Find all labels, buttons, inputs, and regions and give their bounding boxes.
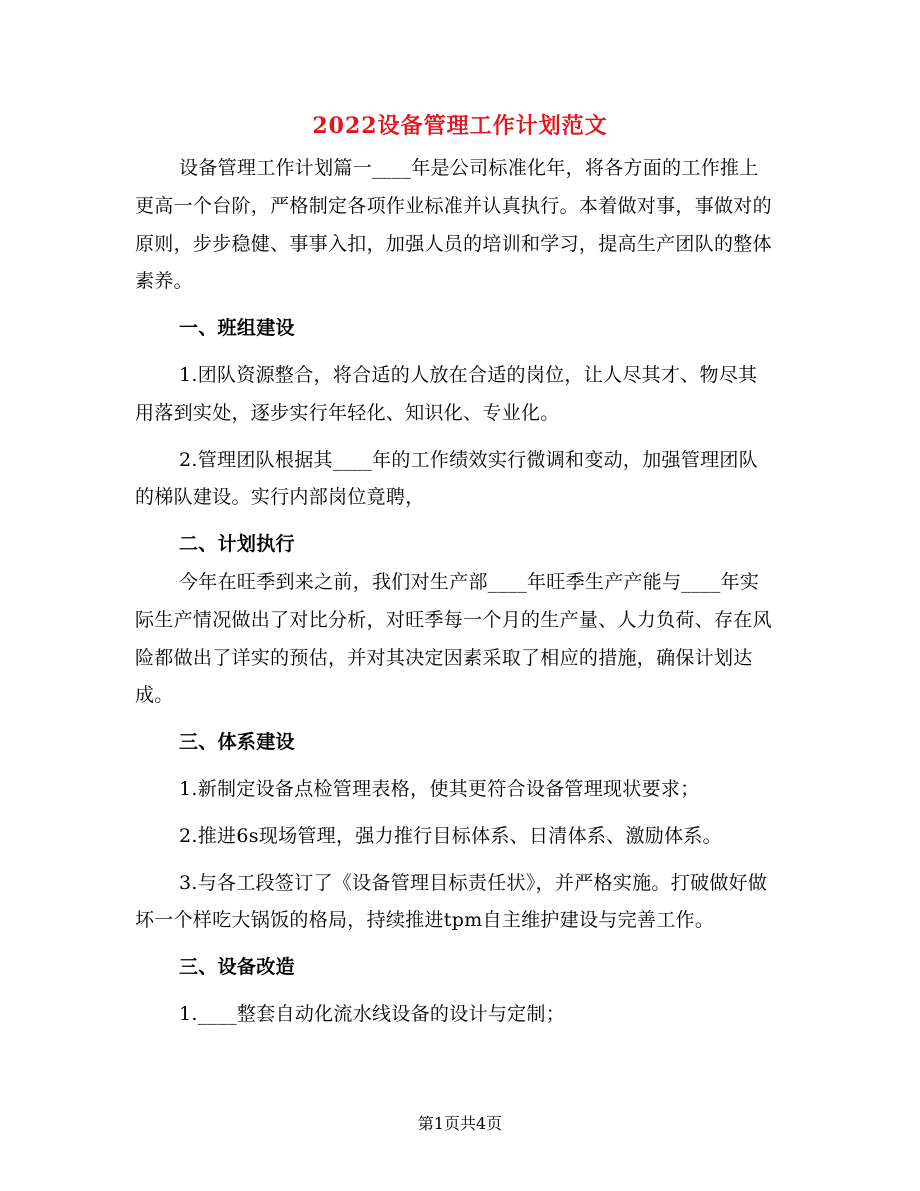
section-heading-system: 三、体系建设 (179, 731, 295, 754)
team-item-2: 2.管理团队根据其____年的工作绩效实行微调和变动，加强管理团队的梯队建设。实行内部岗位竟聘， (135, 448, 759, 509)
team-item-1: 1.团队资源整合，将合适的人放在合适的岗位，让人尽其才、物尽其用落到实处，逐步实行年轻化、知识化、专业化。 (135, 363, 758, 424)
page-number-footer: 第1页共4页 (417, 1114, 503, 1133)
system-item-1: 1.新制定设备点检管理表格，使其更符合设备管理现状要求； (179, 777, 700, 800)
document-title: 2022设备管理工作计划范文 (312, 113, 608, 139)
section-heading-team: 一、班组建设 (179, 317, 295, 340)
plan-paragraph: 今年在旺季到来之前，我们对生产部____年旺季生产产能与____年实际生产情况做出了对比分析，对旺季每一个月的生产量、人力负荷、存在风险都做出了详实的预估，并对其决定因素采取了相应的措施，确保计划达成。 (135, 570, 772, 707)
system-item-3: 3.与各工段签订了《设备管理目标责任状》，并严格实施。打破做好做坏一个样吃大锅饭的格局，持续推进tpm自主维护建设与完善工作。 (135, 871, 768, 932)
section-heading-plan: 二、计划执行 (179, 533, 295, 556)
section-heading-equipment: 三、设备改造 (179, 956, 295, 979)
equipment-item-1: 1.____整套自动化流水线设备的设计与定制； (179, 1002, 566, 1025)
intro-paragraph: 设备管理工作计划篇一____年是公司标准化年，将各方面的工作推上更高一个台阶，严格制定各项作业标准并认真执行。本着做对事，事做对的原则，步步稳健、事事入扣，加强人员的培训和学习，提高生产团队的整体素养。 (135, 157, 772, 293)
document-body (135, 150, 775, 1034)
system-item-2: 2.推进6s现场管理，强力推行目标体系、日清体系、激励体系。 (179, 824, 722, 847)
